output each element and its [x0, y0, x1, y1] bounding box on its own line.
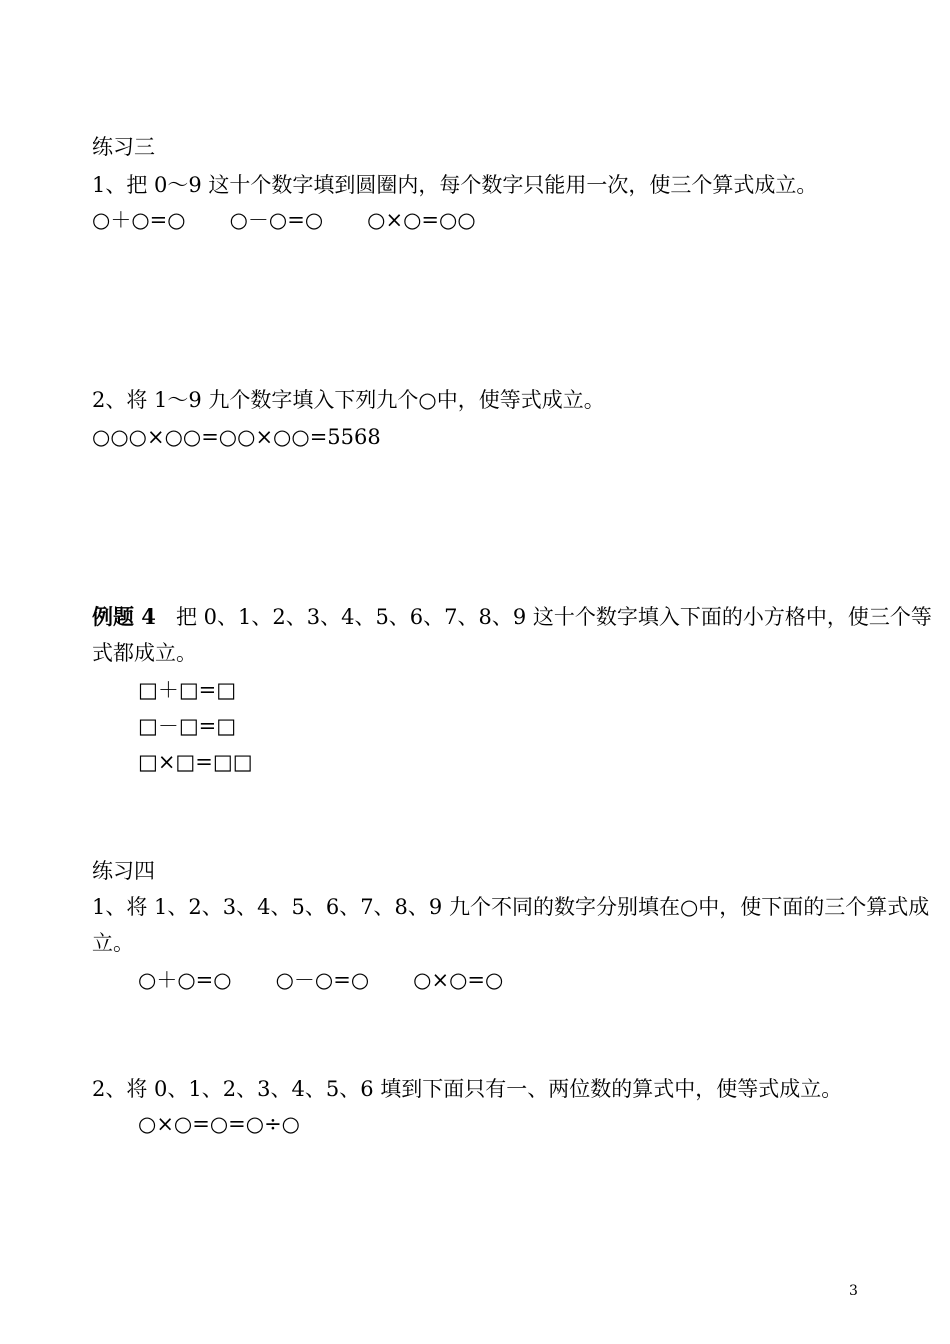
- example4-formula-subtraction: □－□=□: [138, 714, 237, 738]
- practice3-q1-formulas: [92, 205, 476, 235]
- example4-formula-multiplication: □×□=□□: [138, 750, 253, 774]
- practice4-heading: 练习四: [92, 859, 155, 883]
- example4-label: 例题 4: [92, 604, 156, 629]
- practice3-q2-text: 2、将 1～9 九个数字填入下列九个○中，使等式成立。: [92, 388, 605, 412]
- practice4-q1-formulas: [138, 965, 503, 995]
- example4-formula-addition: □＋□=□: [138, 678, 237, 702]
- formula-addition: ○＋○=○: [138, 968, 232, 992]
- formula-subtraction: ○－○=○: [275, 968, 370, 992]
- practice4-q2-text: 2、将 0、1、2、3、4、5、6 填到下面只有一、两位数的算式中，使等式成立。: [92, 1077, 843, 1101]
- practice4-q2-formula: ○×○=○=○÷○: [138, 1112, 301, 1136]
- practice3-heading: 练习三: [92, 135, 155, 159]
- practice3-q2-formula: ○○○×○○=○○×○○=5568: [92, 425, 381, 449]
- practice4-q1-text-line1: 1、将 1、2、3、4、5、6、7、8、9 九个不同的数字分别填在○中，使下面的三个算式成: [92, 895, 930, 919]
- example4-text-line2: 式都成立。: [92, 641, 197, 665]
- practice3-q1-text: 1、把 0～9 这十个数字填到圆圈内，每个数字只能用一次，使三个算式成立。: [92, 173, 818, 197]
- formula-multiplication: ○×○=○○: [367, 208, 476, 232]
- formula-subtraction: ○－○=○: [229, 208, 324, 232]
- example4-text: 把 0、1、2、3、4、5、6、7、8、9 这十个数字填入下面的小方格中，使三个等: [175, 605, 932, 629]
- formula-addition: ○＋○=○: [92, 208, 186, 232]
- formula-multiplication: ○×○=○: [413, 968, 504, 992]
- example4-text-line1: [92, 602, 932, 632]
- page-number: 3: [849, 1283, 858, 1299]
- practice4-q1-text-line2: 立。: [92, 931, 134, 955]
